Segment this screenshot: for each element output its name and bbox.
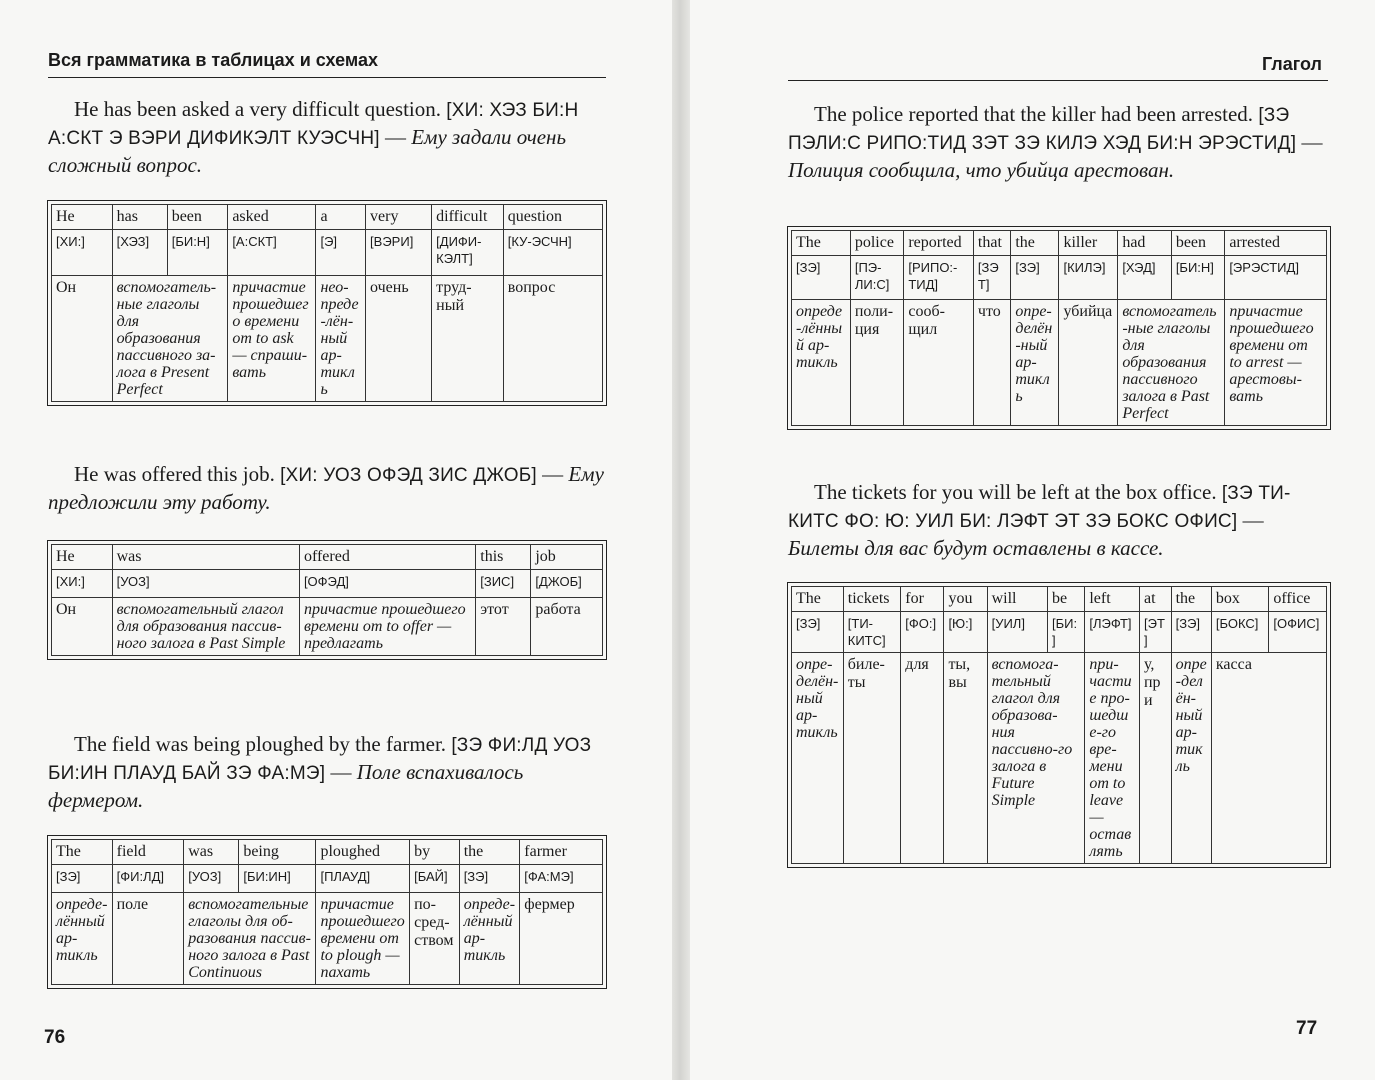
- table-row-meanings: опреде-лённый ар-тикль поли-ция сооб-щил что опре-делён-ный ар-тикль убийца вспомогатель-ные глаголы для образования пассивного залога в Past Perfect причастие прошедшего времени от to arrest — арестовы-вать: [792, 300, 1327, 426]
- table-row-meanings: опре-делён-ный ар-тикль биле-ты для ты, вы вспомога-тельный глагол для образова-ния пассивно-го залога в Future Simple при-частие про-шедше-го вре-мени от to leave — оставлять у, при опре-делён-ный ар-тикль касса: [792, 653, 1327, 864]
- table-row-meanings: Он вспомогатель-ные глаголы для образования пассивного за-лога в Present Perfect причастие прошедшего времени от to ask — спраши-вать нео-преде-лён-ный ар-тикль очень труд-ный вопрос: [52, 276, 603, 402]
- table-row-transcriptions: [ХИ:] [УОЗ] [ОФЭД] [ЗИС] [ДЖОБ]: [52, 570, 603, 598]
- transcription: [ЗЭ ФИ:ЛД УОЗ БИ:ИН ПЛАУД БАЙ ЗЭ ФА:МЭ]: [48, 735, 592, 784]
- transcription: [ЗЭ ТИ-КИТС ФО: Ю: УИЛ БИ: ЛЭФТ ЭТ ЗЭ БОКС ОФИС]: [788, 483, 1291, 532]
- transcription: [ХИ: ХЭЗ БИ:Н А:СКТ Э ВЭРИ ДИФИКЭЛТ КУЭСЧН]: [48, 100, 579, 149]
- left-page: [0, 0, 672, 1080]
- page-number-left: 76: [44, 1027, 66, 1048]
- table-row-words: He has been asked a very difficult question: [52, 205, 603, 230]
- english-sentence: The field was being ploughed by the farmer.: [74, 732, 447, 756]
- example-sentence-4: The police reported that the killer had been arrested. [ЗЭ ПЭЛИ:С РИПО:ТИД ЗЭТ ЗЭ КИЛЭ ХЭД БИ:Н ЭРЭСТИД] — Полиция сообщила, что убийца арестован.: [788, 102, 1323, 182]
- table-row-transcriptions: [ХИ:] [ХЭЗ] [БИ:Н] [А:СКТ] [Э] [ВЭРИ] [ДИФИ-КЭЛТ] [КУ-ЭСЧН]: [52, 230, 603, 276]
- translation: Ему задали очень сложный вопрос.: [48, 125, 567, 177]
- translation: Поле вспахивалось фермером.: [48, 760, 524, 812]
- translation: Ему предложили эту работу.: [48, 462, 604, 514]
- page-number-right: 77: [1296, 1018, 1318, 1039]
- table-row-words: The police reported that the killer had been arrested: [792, 231, 1327, 256]
- right-page: [690, 0, 1375, 1080]
- example-sentence-2: He was offered this job. [ХИ: УОЗ ОФЭД ЗИС ДЖОБ] — Ему предложили эту работу.: [48, 462, 604, 514]
- english-sentence: The police reported that the killer had been arrested.: [814, 102, 1254, 126]
- left-page-header: Вся грамматика в таблицах и схемах: [48, 50, 378, 70]
- table-row-words: The tickets for you will be left at the box office: [792, 587, 1327, 612]
- example-sentence-1: He has been asked a very difficult question. [ХИ: ХЭЗ БИ:Н А:СКТ Э ВЭРИ ДИФИКЭЛТ КУЭСЧН] — Ему задали очень сложный вопрос.: [48, 97, 579, 177]
- table-row-transcriptions: [ЗЭ] [ФИ:ЛД] [УОЗ] [БИ:ИН] [ПЛАУД] [БАЙ] [ЗЭ] [ФА:МЭ]: [52, 865, 603, 893]
- word-table-4: [787, 226, 1331, 430]
- transcription: [ЗЭ ПЭЛИ:С РИПО:ТИД ЗЭТ ЗЭ КИЛЭ ХЭД БИ:Н ЭРЭСТИД]: [788, 105, 1297, 154]
- translation: Полиция сообщила, что убийца арестован.: [788, 158, 1175, 182]
- right-page-header: Глагол: [1262, 54, 1322, 74]
- english-sentence: The tickets for you will be left at the box office.: [814, 480, 1217, 504]
- translation: Билеты для вас будут оставлены в кассе.: [788, 536, 1164, 560]
- word-table-1: [47, 200, 607, 406]
- table-row-meanings: Он вспомогательный глагол для образования пассив-ного залога в Past Simple причастие прошедшего времени от to offer — предлагать этот работа: [52, 598, 603, 656]
- table-row-words: The field was being ploughed by the farmer: [52, 840, 603, 865]
- word-table-2: [47, 540, 607, 660]
- example-sentence-5: The tickets for you will be left at the box office. [ЗЭ ТИ-КИТС ФО: Ю: УИЛ БИ: ЛЭФТ ЭТ ЗЭ БОКС ОФИС] — Билеты для вас будут оставлены в кассе.: [788, 480, 1291, 560]
- right-header-rule: [788, 80, 1328, 81]
- table-row-transcriptions: [ЗЭ] [ТИ-КИТС] [ФО:] [Ю:] [УИЛ] [БИ:] [ЛЭФТ] [ЭТ] [ЗЭ] [БОКС] [ОФИС]: [792, 612, 1327, 653]
- english-sentence: He was offered this job.: [74, 462, 275, 486]
- book-gutter: [672, 0, 690, 1080]
- table-row-meanings: опреде-лённый ар-тикль поле вспомогательные глаголы для об-разования пассив-ного залога в Past Continuous причастие прошедшего времени от to plough — пахать по-сред-ством опреде-лённый ар-тикль фермер: [52, 893, 603, 985]
- transcription: [ХИ: УОЗ ОФЭД ЗИС ДЖОБ]: [280, 465, 537, 486]
- english-sentence: He has been asked a very difficult question.: [74, 97, 441, 121]
- example-sentence-3: The field was being ploughed by the farmer. [ЗЭ ФИ:ЛД УОЗ БИ:ИН ПЛАУД БАЙ ЗЭ ФА:МЭ] — Поле вспахивалось фермером.: [48, 732, 592, 812]
- word-table-5: [787, 582, 1331, 868]
- table-row-words: He was offered this job: [52, 545, 603, 570]
- table-row-transcriptions: [ЗЭ] [ПЭ-ЛИ:С] [РИПО:-ТИД] [ЗЭТ] [ЗЭ] [КИЛЭ] [ХЭД] [БИ:Н] [ЭРЭСТИД]: [792, 256, 1327, 300]
- word-table-3: [47, 835, 607, 989]
- left-header-rule: [48, 77, 606, 78]
